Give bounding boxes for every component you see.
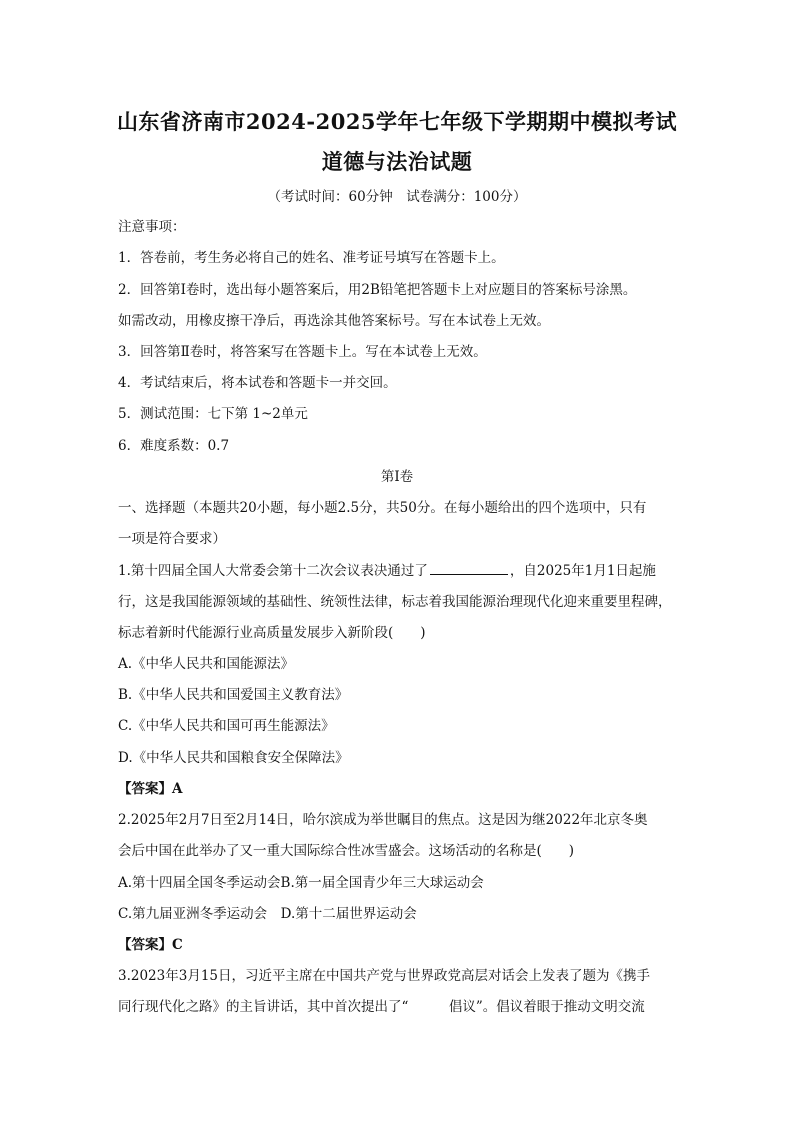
question-2-stem: 2.2025年2月7日至2月14日，哈尔滨成为举世瞩目的焦点。这是因为继2022年北京冬奥 bbox=[118, 812, 648, 828]
question-stem-text: 1.第十四届全国人大常委会第十二次会议表决通过了 bbox=[118, 563, 428, 579]
question-1-stem: 行，这是我国能源领域的基础性、统领性法律，标志着我国能源治理现代化迎来重要里程碑， bbox=[118, 594, 672, 610]
note-item: 如需改动，用橡皮擦干净后，再选涂其他答案标号。写在本试卷上无效。 bbox=[118, 313, 550, 329]
question-1-option-b: B.《中华人民共和国爱国主义教育法》 bbox=[118, 687, 349, 703]
note-item: 5．测试范围：七下第 1~2单元 bbox=[118, 406, 308, 422]
question-stem-text: ，自2025年1月1日起施 bbox=[509, 563, 656, 579]
answer-tag: 【答案】 bbox=[118, 937, 172, 953]
question-3-stem: 3.2023年3月15日，习近平主席在中国共产党与世界政党高层对话会上发表了题为《携手 bbox=[118, 968, 651, 984]
document-subtitle: 道德与法治试题 bbox=[321, 149, 473, 174]
question-2-stem: 会后中国在此举办了又一重大国际综合性冰雪盛会。这场活动的名称是( ) bbox=[118, 843, 575, 859]
notes-heading: 注意事项： bbox=[118, 219, 186, 235]
answer-value: A bbox=[172, 781, 183, 797]
question-1-option-c: C.《中华人民共和国可再生能源法》 bbox=[118, 718, 335, 734]
question-1-option-d: D.《中华人民共和国粮食安全保障法》 bbox=[118, 750, 349, 766]
answer-tag: 【答案】 bbox=[118, 781, 172, 797]
note-item: 4．考试结束后，将本试卷和答题卡一并交回。 bbox=[118, 375, 397, 391]
fill-in-blank bbox=[430, 561, 508, 575]
question-1-answer bbox=[118, 779, 182, 799]
question-1-stem: 标志着新时代能源行业高质量发展步入新阶段( ) bbox=[118, 625, 426, 641]
note-item: 3．回答第Ⅱ卷时，将答案写在答题卡上。写在本试卷上无效。 bbox=[118, 344, 487, 360]
section-instructions: 一项是符合要求） bbox=[118, 531, 226, 547]
question-3-stem: 同行现代化之路》的主旨讲话，其中首次提出了“ 倡议”。倡议着眼于推动文明交流 bbox=[118, 999, 645, 1015]
question-2-answer bbox=[118, 935, 183, 955]
section-instructions: 一、选择题（本题共20小题，每小题2.5分，共50分。在每小题给出的四个选项中，只有 bbox=[118, 500, 647, 516]
question-2-options: A.第十四届全国冬季运动会B.第一届全国青少年三大球运动会 bbox=[118, 875, 484, 891]
question-1-option-a: A.《中华人民共和国能源法》 bbox=[118, 656, 295, 672]
question-1-stem bbox=[118, 561, 656, 581]
note-item: 2．回答第Ⅰ卷时，选出每小题答案后，用2B铅笔把答题卡上对应题目的答案标号涂黑。 bbox=[118, 282, 637, 298]
note-item: 6．难度系数：0.7 bbox=[118, 438, 230, 454]
note-item: 1．答卷前，考生务必将自己的姓名、准考证号填写在答题卡上。 bbox=[118, 250, 505, 266]
document-title: 山东省济南市2024-2025学年七年级下学期期中模拟考试 bbox=[116, 109, 678, 134]
volume-title: 第Ⅰ卷 bbox=[380, 469, 414, 485]
question-2-options: C.第九届亚洲冬季运动会 D.第十二届世界运动会 bbox=[118, 906, 417, 922]
answer-value: C bbox=[172, 937, 183, 953]
exam-info: （考试时间：60分钟 试卷满分：100分） bbox=[267, 189, 527, 205]
